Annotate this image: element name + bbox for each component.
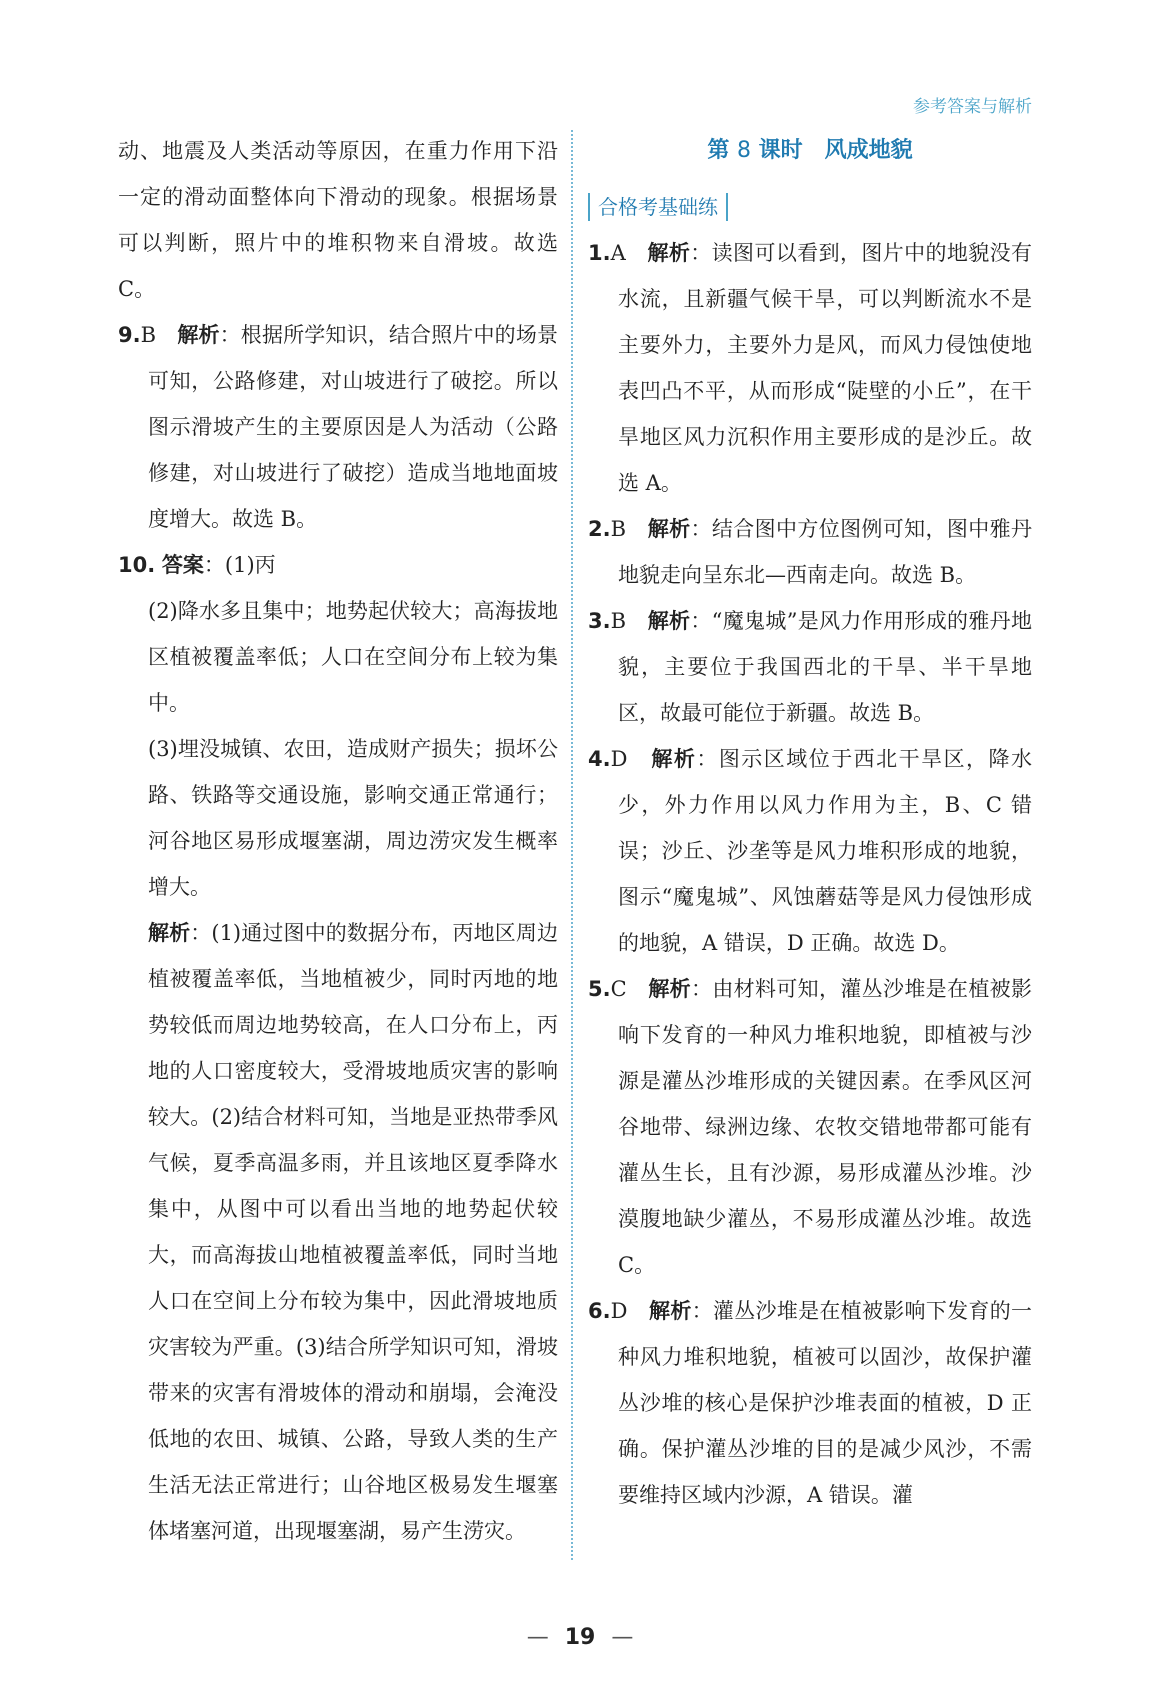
lesson-name: 课时 风成地貌 (758, 138, 913, 163)
right-column (588, 128, 1032, 1518)
question-3 (588, 598, 1032, 736)
analysis-label: 解析 (648, 977, 692, 1001)
question-number: 1. (588, 241, 611, 265)
answer-letter: A (610, 241, 626, 265)
analysis-text: ：灌丛沙堆是在植被影响下发育的一种风力堆积地貌，植被可以固沙，故保护灌丛沙堆的核心是保护沙堆表面的植被，D 正确。保护灌丛沙堆的目的是减少风沙，不需要维持区域内沙源，A 错误。灌 (618, 1299, 1033, 1507)
analysis-label: 解析 (148, 921, 191, 945)
answer-letter: B (610, 517, 627, 541)
page-number-value: 19 (564, 1625, 596, 1650)
page-number (0, 1625, 1160, 1650)
question-1 (588, 230, 1032, 506)
question-number: 4. (588, 747, 611, 771)
analysis-label: 解析 (647, 517, 691, 541)
analysis-label: 解析 (651, 747, 697, 771)
analysis-label: 解析 (649, 1299, 692, 1323)
column-divider (571, 130, 573, 1560)
lesson-title (588, 128, 1032, 174)
question-10 (118, 542, 558, 588)
question-number: 6. (588, 1299, 611, 1323)
question-9 (118, 312, 558, 542)
analysis-label: 解析 (647, 609, 691, 633)
analysis-text: ：(1)通过图中的数据分布，丙地区周边植被覆盖率低，当地植被少，同时丙地的地势较低而周边地势较高，在人口分布上，丙地的人口密度较大，受滑坡地质灾害的影响较大。(2)结合材料可知，当地是亚热带季风气候，夏季高温多雨，并且该地区夏季降水集中，从图中可以看出当地的地势起伏较大，而高海拔山地植被覆盖率低，同时当地人口在空间上分布较为集中，因此滑坡地质灾害较为严重。(3)结合所学知识可知，滑坡带来的灾害有滑坡体的滑动和崩塌，会淹没低地的农田、城镇、公路，导致人类的生产生活无法正常进行；山谷地区极易发生堰塞体堵塞河道，出现堰塞湖，易产生涝灾。 (148, 921, 558, 1543)
answer-letter: D (610, 747, 628, 771)
answer-letter: D (610, 1299, 628, 1323)
analysis-text: ：根据所学知识，结合照片中的场景可知，公路修建，对山坡进行了破挖。所以图示滑坡产生的主要原因是人为活动（公路修建，对山坡进行了破挖）造成当地地面坡度增大。故选 B。 (148, 323, 558, 531)
continued-paragraph: 动、地震及人类活动等原因，在重力作用下沿一定的滑动面整体向下滑动的现象。根据场景可以判断，照片中的堆积物来自滑坡。故选 C。 (118, 139, 558, 301)
question-number: 3. (588, 609, 611, 633)
question-10-analysis (118, 910, 558, 1554)
analysis-label: 解析 (177, 323, 220, 347)
question-number: 2. (588, 517, 611, 541)
question-4 (588, 736, 1032, 966)
analysis-text: ：由材料可知，灌丛沙堆是在植被影响下发育的一种风力堆积地貌，即植被与沙源是灌丛沙堆形成的关键因素。在季风区河谷地带、绿洲边缘、农牧交错地带都可能有灌丛生长，且有沙源，易形成灌丛沙堆。沙漠腹地缺少灌丛，不易形成灌丛沙堆。故选 C。 (618, 977, 1033, 1277)
question-number: 9. (118, 323, 141, 347)
question-2 (588, 506, 1032, 598)
answer-part-1: ：(1)丙 (203, 553, 276, 577)
analysis-text: ：“魔鬼城”是风力作用形成的雅丹地貌，主要位于我国西北的干旱、半干旱地区，故最可能位于新疆。故选 B。 (618, 609, 1033, 725)
answer-part-3: (3)埋没城镇、农田，造成财产损失；损坏公路、铁路等交通设施，影响交通正常通行；河谷地区易形成堰塞湖，周边涝灾发生概率增大。 (148, 737, 558, 899)
analysis-label: 解析 (647, 241, 691, 265)
section-tag: 合格考基础练 (588, 193, 728, 221)
analysis-text: ：图示区域位于西北干旱区，降水少，外力作用以风力作用为主，B、C 错误；沙丘、沙垄等是风力堆积形成的地貌，图示“魔鬼城”、风蚀蘑菇等是风力侵蚀形成的地貌，A 错误，D 正确。故选 D。 (618, 747, 1033, 955)
question-6 (588, 1288, 1032, 1518)
page-dash-left: — (526, 1625, 549, 1650)
answer-part-2: (2)降水多且集中；地势起伏较大；高海拔地区植被覆盖率低；人口在空间分布上较为集中。 (148, 599, 558, 715)
lesson-prefix: 第 (707, 138, 730, 163)
running-header: 参考答案与解析 (913, 97, 1032, 117)
question-number: 10. (118, 553, 156, 577)
answer-letter: B (610, 609, 627, 633)
left-column (118, 128, 558, 1554)
answer-label: 答案 (161, 553, 204, 577)
lesson-number: 8 (737, 138, 751, 163)
question-number: 5. (588, 977, 611, 1001)
page-dash-right: — (611, 1625, 634, 1650)
answer-letter: C (610, 977, 627, 1001)
analysis-text: ：结合图中方位图例可知，图中雅丹地貌走向呈东北—西南走向。故选 B。 (618, 517, 1033, 587)
question-5 (588, 966, 1032, 1288)
analysis-text: ：读图可以看到，图片中的地貌没有水流，且新疆气候干旱，可以判断流水不是主要外力，主要外力是风，而风力侵蚀使地表凹凸不平，从而形成“陡壁的小丘”，在干旱地区风力沉积作用主要形成的是沙丘。故选 A。 (618, 241, 1033, 495)
answer-letter: B (140, 323, 157, 347)
